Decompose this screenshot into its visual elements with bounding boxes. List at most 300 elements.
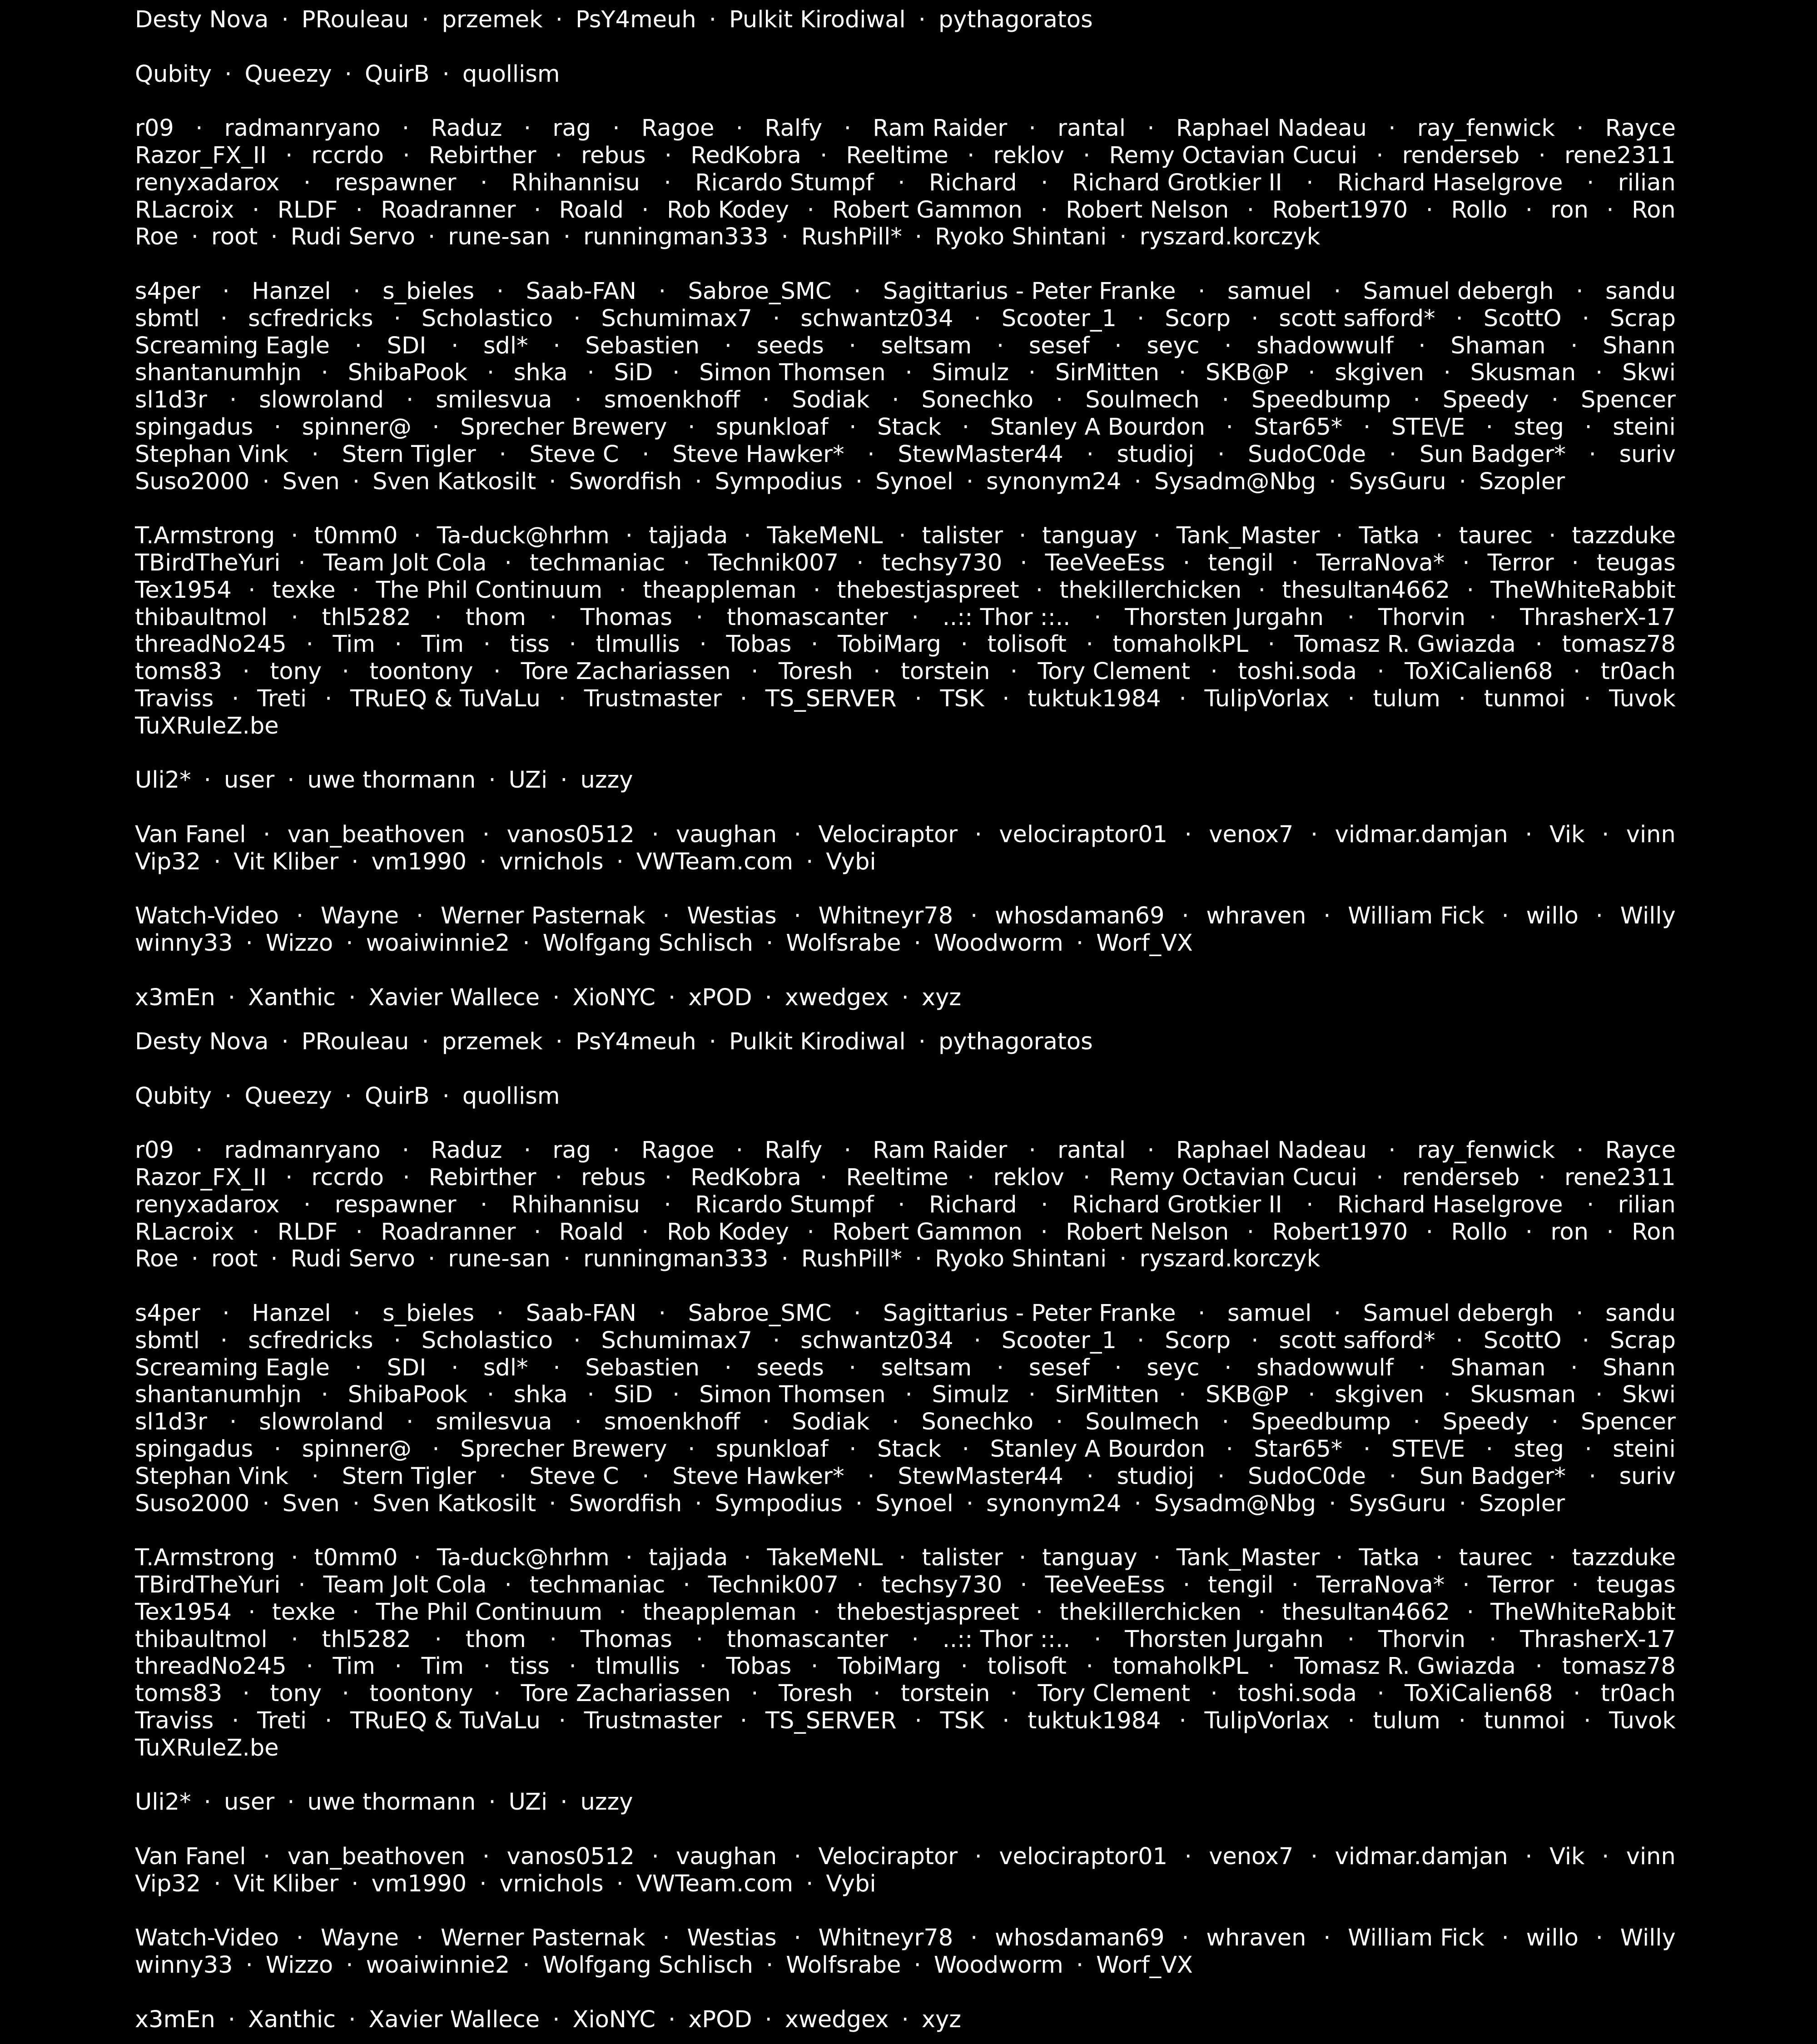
contributor-name: SDI <box>387 1354 427 1381</box>
name-separator: · <box>321 359 328 387</box>
name-separator: · <box>1576 1300 1584 1327</box>
contributor-name: slowroland <box>259 387 384 414</box>
name-separator: · <box>1489 604 1497 631</box>
contributor-name: van_beathoven <box>287 821 466 848</box>
credits-line-t <box>135 522 1676 550</box>
credits-line-v <box>135 1843 1676 1870</box>
name-separator: · <box>619 1598 626 1626</box>
name-separator: · <box>1347 1626 1355 1653</box>
contributor-name: renderseb <box>1402 1164 1520 1191</box>
contributor-name: Schumimax7 <box>601 305 752 332</box>
credits-line-p <box>135 1028 1676 1056</box>
name-separator: · <box>1595 1381 1603 1409</box>
contributor-name: Wolfgang Schlisch <box>542 930 753 957</box>
name-separator: · <box>222 278 230 305</box>
contributor-name: tomasz78 <box>1562 1653 1676 1680</box>
contributor-name: Tim <box>421 1653 464 1680</box>
name-separator: · <box>974 1843 982 1870</box>
name-separator: · <box>504 1572 512 1598</box>
contributor-name: ScottO <box>1483 1327 1562 1354</box>
contributor-name: XioNYC <box>572 2006 655 2033</box>
contributor-name: vanos0512 <box>506 821 635 848</box>
contributor-name: runningman333 <box>583 1245 769 1273</box>
name-separator: · <box>1584 1707 1591 1734</box>
name-separator: · <box>1179 1707 1187 1734</box>
name-separator: · <box>873 658 881 685</box>
name-separator: · <box>1083 142 1091 169</box>
name-separator: · <box>1335 1544 1343 1572</box>
contributor-name: QuirB <box>364 60 430 88</box>
contributor-name: Sun Badger* <box>1419 441 1566 468</box>
contributor-name: Szopler <box>1479 1490 1565 1517</box>
name-separator: · <box>1226 414 1233 441</box>
name-separator: · <box>1179 359 1187 387</box>
contributor-name: rune-san <box>448 1245 551 1273</box>
name-separator: · <box>813 1598 821 1626</box>
name-separator: · <box>765 930 774 957</box>
name-separator: · <box>1584 685 1591 712</box>
name-separator: · <box>1388 1137 1396 1164</box>
name-separator: · <box>1425 1218 1433 1245</box>
name-separator: · <box>1251 305 1259 332</box>
name-separator: · <box>794 1843 801 1870</box>
contributor-name: Technik007 <box>708 550 839 576</box>
name-separator: · <box>553 1354 561 1381</box>
contributor-name: Rudi Servo <box>290 223 415 251</box>
contributor-name: tomaholkPL <box>1112 1653 1249 1680</box>
name-separator: · <box>480 169 488 196</box>
contributor-name: thibaultmol <box>135 1626 268 1653</box>
contributor-name: root <box>211 1245 258 1273</box>
contributor-name: pythagoratos <box>938 6 1093 33</box>
name-separator: · <box>962 1436 970 1463</box>
name-separator: · <box>970 903 978 930</box>
name-separator: · <box>744 522 751 550</box>
contributor-name: Vip32 <box>135 1870 201 1897</box>
contributor-name: Velociraptor <box>818 1843 958 1870</box>
name-separator: · <box>273 414 282 441</box>
name-separator: · <box>867 1463 875 1490</box>
contributor-name: Ryoko Shintani <box>935 1245 1107 1273</box>
contributor-name: radmanryano <box>224 1137 381 1164</box>
contributor-name: Suso2000 <box>135 1490 250 1517</box>
contributor-name: tolisoft <box>987 1653 1067 1680</box>
name-separator: · <box>744 1544 751 1572</box>
contributor-name: Wolfsrabe <box>786 930 901 957</box>
name-separator: · <box>1489 1626 1497 1653</box>
name-separator: · <box>191 1245 199 1273</box>
contributor-name: Wayne <box>320 903 399 930</box>
credits-line-s <box>135 1409 1676 1436</box>
name-separator: · <box>442 1082 450 1110</box>
name-separator <box>1130 1022 1137 1024</box>
credits-line-s <box>135 414 1676 441</box>
name-separator: · <box>1535 1653 1543 1680</box>
name-separator: · <box>1020 550 1028 576</box>
name-separator: · <box>1308 1381 1316 1409</box>
name-separator: · <box>493 658 501 685</box>
name-separator: · <box>855 468 863 495</box>
contributor-name: steg <box>1514 1436 1564 1463</box>
name-separator: · <box>1083 1164 1091 1191</box>
contributor-name: smilesvua <box>436 387 552 414</box>
credits-line-x <box>135 984 1676 1012</box>
contributor-name: Vit Kliber <box>233 848 339 875</box>
name-separator: · <box>262 468 270 495</box>
name-separator: · <box>1595 359 1603 387</box>
credits-line-s <box>135 1300 1676 1327</box>
contributor-name: Rudi Servo <box>290 1245 415 1273</box>
name-separator: · <box>406 387 414 414</box>
name-separator: · <box>1224 1354 1232 1381</box>
name-separator: · <box>195 115 203 142</box>
contributor-name: sl1d3r <box>135 387 207 414</box>
contributor-name: rilian <box>1618 1191 1676 1218</box>
contributor-name: rene2311 <box>1564 142 1676 169</box>
contributor-name: renyxadarox <box>135 1191 280 1218</box>
name-separator: · <box>765 984 772 1011</box>
credits-line-r <box>135 1191 1676 1219</box>
contributor-name: SudoC0de <box>1248 1463 1366 1490</box>
name-separator: · <box>1363 1436 1371 1463</box>
name-separator <box>1546 1022 1553 1024</box>
contributor-name: Raduz <box>431 115 502 142</box>
name-separator: · <box>298 1572 306 1598</box>
contributor-name: Tank_Master <box>1176 522 1320 550</box>
contributor-name: schwantz034 <box>800 305 953 332</box>
name-separator: · <box>1549 1544 1556 1572</box>
contributor-name: runningman333 <box>583 223 769 251</box>
contributor-name: rantal <box>1057 115 1126 142</box>
contributor-name: thebestjaspreet <box>837 576 1019 604</box>
contributor-name: user <box>223 1789 275 1816</box>
credits-line-t <box>135 1707 1676 1735</box>
contributor-name: rag <box>552 115 591 142</box>
contributor-name: TakeMeNL <box>767 1544 883 1572</box>
contributor-name: tlmullis <box>596 1653 680 1680</box>
contributor-name: Ram Raider <box>873 1137 1008 1164</box>
name-separator: · <box>1587 169 1594 196</box>
name-separator: · <box>191 223 199 251</box>
name-separator: · <box>224 60 232 88</box>
contributor-name: RLDF <box>277 1218 338 1245</box>
contributor-name: smilesvua <box>436 1409 552 1436</box>
contributor-name: seeds <box>756 1354 824 1381</box>
contributor-name <box>1367 0 1530 2</box>
contributor-name: velociraptor01 <box>999 821 1168 848</box>
name-separator: · <box>287 767 295 794</box>
contributor-name: winny33 <box>135 1952 233 1979</box>
contributor-name: Screaming Eagle <box>135 332 330 359</box>
contributor-name: Sodiak <box>792 387 870 414</box>
contributor-name: Ron <box>1632 1218 1676 1245</box>
contributor-name: Tuvok <box>1609 1707 1676 1734</box>
contributor-name: willo <box>1526 1925 1579 1952</box>
contributor-name: Simon Thomsen <box>699 1381 886 1409</box>
contributor-name: RushPill* <box>801 223 902 251</box>
name-separator: · <box>844 1137 851 1164</box>
contributor-name: thom <box>465 604 526 631</box>
contributor-name: Trustmaster <box>584 685 722 712</box>
name-separator: · <box>321 1381 328 1409</box>
contributor-name: Ralfy <box>765 115 823 142</box>
name-separator: · <box>482 1843 490 1870</box>
name-separator: · <box>1114 332 1122 359</box>
name-separator: · <box>854 1300 861 1327</box>
name-separator: · <box>683 1572 690 1598</box>
name-separator: · <box>413 1544 421 1572</box>
name-separator: · <box>1418 1354 1426 1381</box>
name-separator: · <box>248 1598 256 1626</box>
contributor-name: Ricardo Stumpf <box>695 169 874 196</box>
contributor-name: theappleman <box>643 576 797 604</box>
name-separator: · <box>695 1490 702 1517</box>
name-separator: · <box>1310 1843 1318 1870</box>
contributor-name: Tex1954 <box>135 1598 232 1626</box>
name-separator: · <box>563 1245 571 1273</box>
credits-line-s <box>135 305 1676 332</box>
name-separator: · <box>229 1409 237 1436</box>
name-separator: · <box>496 1300 504 1327</box>
name-separator: · <box>1217 441 1225 468</box>
contributor-name: TS_SERVER <box>765 685 897 712</box>
contributor-name: TS_SERVER <box>765 1707 897 1734</box>
contributor-name: tony <box>270 658 322 685</box>
contributor-name: uzzy <box>580 767 633 794</box>
credits-line-s <box>135 278 1676 305</box>
contributor-name: reklov <box>993 142 1064 169</box>
contributor-name: toms83 <box>135 658 223 685</box>
name-separator: · <box>1028 1137 1036 1164</box>
name-separator: · <box>555 142 562 169</box>
contributor-name: Scorp <box>1165 305 1231 332</box>
name-separator: · <box>245 1952 253 1979</box>
name-separator: · <box>1119 1245 1127 1273</box>
contributor-name: tajjada <box>648 522 728 550</box>
contributor-name: torstein <box>900 1680 990 1707</box>
name-separator: · <box>204 1789 211 1816</box>
name-separator: · <box>354 332 362 359</box>
contributor-name: rantal <box>1057 1137 1126 1164</box>
contributor-name: sl1d3r <box>135 1409 207 1436</box>
name-separator: · <box>1018 1544 1027 1572</box>
name-separator: · <box>1040 1218 1048 1245</box>
name-separator: · <box>1198 1300 1206 1327</box>
contributor-name <box>1569 0 1676 2</box>
name-separator: · <box>1267 1653 1275 1680</box>
name-separator: · <box>1002 1707 1010 1734</box>
contributor-name: tulum <box>1373 1707 1440 1734</box>
name-separator <box>438 0 446 2</box>
contributor-name: Sven <box>282 468 340 495</box>
contributor-name: texke <box>272 1598 336 1626</box>
name-separator: · <box>558 685 566 712</box>
name-separator: · <box>1179 685 1187 712</box>
name-separator: · <box>1458 685 1466 712</box>
contributor-name: Soulmech <box>1085 1409 1200 1436</box>
name-separator: · <box>344 1082 352 1110</box>
name-separator: · <box>1334 278 1341 305</box>
contributor-name: Speedbump <box>1251 387 1391 414</box>
name-separator: · <box>899 522 906 550</box>
contributor-name <box>598 0 713 2</box>
contributor-name: vm1990 <box>371 1870 467 1897</box>
contributor-name: steini <box>1613 414 1676 441</box>
credits-line-r <box>135 1245 1676 1273</box>
contributor-name: Wayne <box>320 1925 399 1952</box>
name-separator: · <box>1458 1707 1466 1734</box>
contributor-name: Ragoe <box>641 115 715 142</box>
name-separator: · <box>899 1544 906 1572</box>
name-separator: · <box>533 1218 541 1245</box>
name-separator: · <box>480 1191 488 1218</box>
contributor-name: TBirdTheYuri <box>135 1572 281 1598</box>
name-separator: · <box>232 685 239 712</box>
name-separator: · <box>699 631 707 658</box>
contributor-name: Speedy <box>1442 1409 1529 1436</box>
contributor-name: Rebirther <box>428 1164 536 1191</box>
name-separator: · <box>587 359 595 387</box>
contributor-name: renderseb <box>1402 142 1520 169</box>
name-separator: · <box>1056 387 1063 414</box>
name-separator: · <box>523 1137 531 1164</box>
name-separator: · <box>695 1626 703 1653</box>
name-separator: · <box>1466 576 1474 604</box>
contributor-name: Xavier Wallece <box>368 984 540 1011</box>
contributor-name: Sven <box>282 1490 340 1517</box>
contributor-name: seltsam <box>881 332 972 359</box>
name-separator: · <box>625 1544 633 1572</box>
contributor-name: xPOD <box>688 984 752 1011</box>
contributor-name: Wolfgang Schlisch <box>542 1952 753 1979</box>
contributor-name: Sprecher Brewery <box>460 1436 667 1463</box>
name-separator: · <box>960 1653 968 1680</box>
contributor-name: ToXiCalien68 <box>1405 1680 1553 1707</box>
contributor-name: s4per <box>135 1300 200 1327</box>
name-separator: · <box>555 1164 562 1191</box>
credits-line-t <box>135 713 1676 740</box>
contributor-name: Sebastien <box>585 332 700 359</box>
name-separator: · <box>285 142 293 169</box>
contributor-name: rccrdo <box>311 1164 384 1191</box>
contributor-name: samuel <box>1227 278 1312 305</box>
name-separator: · <box>765 2006 772 2033</box>
contributor-name: Pulkit Kirodiwal <box>729 1028 906 1055</box>
name-separator: · <box>911 604 919 631</box>
contributor-name: vinn <box>1626 1843 1676 1870</box>
name-separator: · <box>553 332 561 359</box>
contributor-name: tajjada <box>648 1544 728 1572</box>
contributor-name: spinner@ <box>302 1436 412 1463</box>
contributor-name <box>1367 1022 1530 1024</box>
contributor-name: rebus <box>581 1164 646 1191</box>
credits-line-w <box>135 1952 1676 1979</box>
name-separator: · <box>1377 658 1385 685</box>
contributor-name: TeeVeeEss <box>1045 550 1165 576</box>
name-separator: · <box>612 115 620 142</box>
contributor-name: Tomasz R. Gwiazda <box>1294 631 1516 658</box>
name-separator: · <box>348 984 356 1011</box>
name-separator: · <box>807 196 814 223</box>
name-separator: · <box>914 685 922 712</box>
credits-line-s <box>135 468 1676 496</box>
name-separator: · <box>1134 1490 1142 1517</box>
name-separator: · <box>1413 387 1420 414</box>
credits-line-t <box>135 658 1676 685</box>
contributor-name: Terror <box>1487 1572 1554 1598</box>
contributor-name: Scholastico <box>421 305 553 332</box>
name-separator: · <box>229 387 237 414</box>
name-separator: · <box>1221 1409 1229 1436</box>
name-separator: · <box>451 1354 459 1381</box>
name-separator: · <box>1221 387 1229 414</box>
clipped-credits-line <box>135 1022 1676 1024</box>
name-separator: · <box>898 1191 905 1218</box>
contributor-name: x3mEn <box>135 984 215 1011</box>
contributor-name: Sebastien <box>585 1354 700 1381</box>
name-separator: · <box>918 6 926 33</box>
name-separator: · <box>1028 1381 1036 1409</box>
contributor-name: PRouleau <box>301 6 409 33</box>
name-separator: · <box>724 1354 732 1381</box>
contributor-name: TakeMeNL <box>767 522 883 550</box>
name-separator: · <box>344 60 352 88</box>
contributor-name: Tatka <box>1359 1544 1420 1572</box>
contributor-name: user <box>223 767 275 794</box>
contributor-name: Traviss <box>135 1707 214 1734</box>
contributor-name <box>751 0 959 2</box>
name-separator: · <box>1035 1598 1043 1626</box>
contributor-name: Raphael Nadeau <box>1176 1137 1367 1164</box>
name-separator: · <box>765 1952 774 1979</box>
contributor-name: ray_fenwick <box>1417 115 1555 142</box>
credits-panel-bottom <box>0 1022 1817 2044</box>
name-separator: · <box>914 1707 922 1734</box>
contributor-name: Tex1954 <box>135 576 232 604</box>
name-separator: · <box>298 550 306 576</box>
contributor-name <box>135 1022 216 1024</box>
name-separator: · <box>672 359 680 387</box>
contributor-name: rilian <box>1618 169 1676 196</box>
name-separator: · <box>996 332 1004 359</box>
name-separator: · <box>342 1680 349 1707</box>
contributor-name: renyxadarox <box>135 169 280 196</box>
contributor-name: ShibaPook <box>348 1381 468 1409</box>
contributor-name: Stanley A Bourdon <box>990 1436 1206 1463</box>
contributor-name: TobiMarg <box>837 631 941 658</box>
name-separator: · <box>1363 414 1371 441</box>
name-separator: · <box>273 1436 282 1463</box>
contributor-name: steini <box>1613 1436 1676 1463</box>
name-separator: · <box>966 1490 974 1517</box>
contributor-name: StewMaster44 <box>898 441 1063 468</box>
contributor-name <box>998 0 1114 2</box>
contributor-name: toshi.soda <box>1238 658 1357 685</box>
name-separator: · <box>1035 576 1043 604</box>
name-separator: · <box>245 930 253 957</box>
name-separator: · <box>1076 1952 1084 1979</box>
name-separator: · <box>402 1137 410 1164</box>
name-separator: · <box>1224 332 1232 359</box>
contributor-name: TheWhiteRabbit <box>1490 576 1676 604</box>
credits-line-r <box>135 142 1676 169</box>
name-separator: · <box>222 1300 230 1327</box>
contributor-name: Werner Pasternak <box>440 903 645 930</box>
contributor-name: Suso2000 <box>135 468 250 495</box>
name-separator: · <box>1086 1463 1094 1490</box>
contributor-name: rune-san <box>448 223 551 251</box>
contributor-name: SKB@P <box>1206 359 1289 387</box>
